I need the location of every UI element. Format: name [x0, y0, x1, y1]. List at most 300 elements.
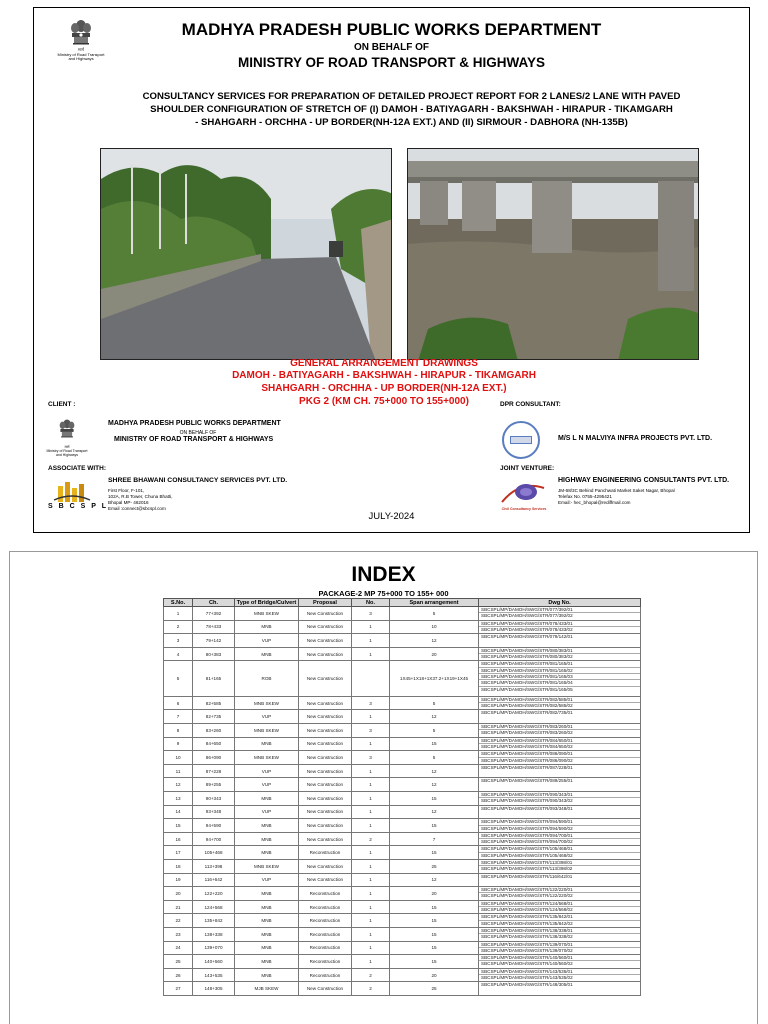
cell-chainage: 77+392 — [193, 607, 235, 621]
drawing-number: SBCSPL/MP/DAMOH/SWG/STR/090/343/02 — [481, 798, 573, 804]
cell-dwg-numbers — [479, 737, 641, 751]
cell-span: 12 — [390, 710, 479, 724]
cell-no: 1 — [352, 647, 390, 661]
cell-sno: 11 — [164, 764, 193, 778]
cell-dwg-numbers — [479, 900, 641, 914]
cell-span: 10 — [390, 620, 479, 634]
table-row — [164, 832, 641, 846]
drawing-number: SBCSPL/MP/DAMOH/SWG/STR/082/735/01 — [481, 710, 573, 716]
description-line-2: SHOULDER CONFIGURATION OF STRETCH OF (I) DAMOH - BATIYAGARH - BAKSHWAH - HIRAPUR - TIKAMGARH — [150, 104, 673, 115]
road-scene-image — [101, 149, 392, 360]
drawing-number: SBCSPL/MP/DAMOH/SWG/STR/087/228/01 — [481, 764, 573, 770]
cell-no: 1 — [352, 634, 390, 648]
table-row — [164, 819, 641, 833]
cell-type: VUP — [235, 805, 299, 819]
cell-span: 5 — [390, 607, 479, 621]
drawing-number: SBCSPL/MP/DAMOH/SWG/STR/139/070/01 — [479, 942, 640, 948]
cell-dwg-numbers — [479, 873, 641, 887]
cell-proposal: New Construction — [299, 778, 352, 792]
cell-type: VUP — [235, 873, 299, 887]
cell-dwg-numbers — [479, 710, 641, 724]
cell-sno: 13 — [164, 792, 193, 806]
col-header-no: No. — [352, 599, 390, 607]
cell-proposal: Reconstruction — [299, 846, 352, 860]
cell-sno: 4 — [164, 647, 193, 661]
cell-sno: 2 — [164, 620, 193, 634]
drawing-number: SBCSPL/MP/DAMOH/SWG/STR/094/700/02 — [481, 839, 573, 845]
hec-logo-caption: Civil Consultancy Services — [501, 507, 547, 511]
cell-sno: 21 — [164, 900, 193, 914]
cell-proposal: New Construction — [299, 764, 352, 778]
cell-no: 1 — [352, 819, 390, 833]
associate-address-line: 102A, R.B Tower, Chuna Bhatti, — [108, 494, 173, 499]
cell-dwg-numbers — [479, 982, 641, 996]
cell-type: VUP — [235, 764, 299, 778]
drawing-number: SBCSPL/MP/DAMOH/SWG/STR/082/585/02 — [481, 703, 573, 709]
cell-chainage: 87+228 — [193, 764, 235, 778]
cell-no: 3 — [352, 751, 390, 765]
cell-proposal: New Construction — [299, 860, 352, 874]
joint-venture-label: JOINT VENTURE: — [500, 465, 555, 472]
cell-type: MNB — [235, 955, 299, 969]
ga-package: PKG 2 (KM CH. 75+000 TO 155+000) — [299, 396, 469, 407]
cell-no: 1 — [352, 737, 390, 751]
table-row — [164, 914, 641, 928]
cell-type: MNB — [235, 887, 299, 901]
cell-proposal: New Construction — [299, 634, 352, 648]
cell-dwg-numbers — [479, 778, 641, 792]
road-photo — [100, 148, 392, 360]
cell-type: MNB — [235, 968, 299, 982]
col-header-span: Span arrangement — [390, 599, 479, 607]
cell-proposal: New Construction — [299, 620, 352, 634]
ga-stretch-1: DAMOH - BATIYAGARH - BAKSHWAH - HIRAPUR - TIKAMGARH — [232, 370, 536, 381]
ministry-title: MINISTRY OF ROAD TRANSPORT & HIGHWAYS — [237, 55, 546, 70]
cell-chainage: 89+255 — [193, 778, 235, 792]
cell-dwg-numbers — [479, 914, 641, 928]
cell-chainage: 82+585 — [193, 696, 235, 710]
drawing-number: SBCSPL/MP/DAMOH/SWG/STR/080/383/02 — [481, 654, 573, 660]
cell-dwg-numbers — [479, 751, 641, 765]
cell-span: 15 — [390, 792, 479, 806]
cell-no: 1 — [352, 805, 390, 819]
cell-span: 20 — [390, 887, 479, 901]
col-header-sno: S.No. — [164, 599, 193, 607]
cell-span: 12 — [390, 634, 479, 648]
cell-sno: 16 — [164, 832, 193, 846]
cell-no: 3 — [352, 724, 390, 738]
cell-no: 1 — [352, 778, 390, 792]
col-header-type: Type of Bridge/Culvert — [235, 599, 299, 607]
client-label: CLIENT : — [48, 401, 76, 408]
cell-sno: 6 — [164, 696, 193, 710]
cell-dwg-numbers — [479, 724, 641, 738]
table-row — [164, 846, 641, 860]
table-row — [164, 764, 641, 778]
drawing-number: SBCSPL/MP/DAMOH/SWG/STR/093/348/01 — [481, 805, 573, 811]
drawing-number: SBCSPL/MP/DAMOH/SWG/STR/116/642/01 — [481, 873, 573, 879]
cell-chainage: 81+165 — [193, 661, 235, 697]
cell-chainage: 86+090 — [193, 751, 235, 765]
table-row — [164, 661, 641, 697]
project-description — [94, 90, 729, 129]
drawing-number: SBCSPL/MP/DAMOH/SWG/STR/138/338/02 — [481, 934, 573, 940]
lion-capital-icon — [58, 418, 76, 440]
drawing-number: SBCSPL/MP/DAMOH/SWG/STR/081/165/02 — [479, 668, 640, 674]
drawing-number: SBCSPL/MP/DAMOH/SWG/STR/081/165/03 — [479, 674, 640, 680]
cell-span: 15 — [390, 955, 479, 969]
package-heading: PACKAGE-2 MP 75+000 TO 155+ 000 — [318, 589, 449, 598]
drawing-number: SBCSPL/MP/DAMOH/SWG/STR/083/260/02 — [481, 730, 573, 736]
index-sheet — [9, 551, 758, 1024]
table-row — [164, 860, 641, 874]
cell-span: 15 — [390, 737, 479, 751]
cell-sno: 17 — [164, 846, 193, 860]
dpr-label: DPR CONSULTANT: — [500, 401, 561, 408]
cell-chainage: 138+338 — [193, 927, 235, 941]
cell-dwg-numbers — [479, 941, 641, 955]
description-line-1: CONSULTANCY SERVICES FOR PREPARATION OF DETAILED PROJECT REPORT FOR 2 LANES/2 LANE WITH PAVED — [142, 91, 681, 102]
cell-dwg-numbers — [479, 696, 641, 710]
cell-chainage: 143+535 — [193, 968, 235, 982]
cell-type: MJB SKEW — [235, 982, 299, 996]
drawing-number: SBCSPL/MP/DAMOH/SWG/STR/083/260/01 — [479, 724, 640, 730]
cell-proposal: New Construction — [299, 710, 352, 724]
index-header-row — [164, 599, 641, 607]
cell-type: MNB SKEW — [235, 696, 299, 710]
cell-chainage: 93+348 — [193, 805, 235, 819]
cell-chainage: 139+070 — [193, 941, 235, 955]
cell-chainage: 148+305 — [193, 982, 235, 996]
drawing-number: SBCSPL/MP/DAMOH/SWG/STR/094/590/02 — [481, 825, 573, 831]
cell-dwg-numbers — [479, 792, 641, 806]
department-title: MADHYA PRADESH PUBLIC WORKS DEPARTMENT — [181, 20, 602, 39]
cell-proposal: New Construction — [299, 696, 352, 710]
drawing-number: SBCSPL/MP/DAMOH/SWG/STR/086/090/02 — [481, 757, 573, 763]
drawing-number: SBCSPL/MP/DAMOH/SWG/STR/080/383/01 — [479, 648, 640, 654]
associate-name: SHREE BHAWANI CONSULTANCY SERVICES PVT. LTD. — [108, 477, 288, 484]
cell-proposal: New Construction — [299, 982, 352, 996]
joint-venture-address — [558, 488, 675, 506]
cell-span: 25 — [390, 860, 479, 874]
cell-chainage: 84+650 — [193, 737, 235, 751]
cell-type: MNB — [235, 941, 299, 955]
cell-chainage: 90+343 — [193, 792, 235, 806]
emblem-caption-3: and Highways — [68, 56, 94, 61]
cell-no: 1 — [352, 914, 390, 928]
client-emblem — [46, 418, 88, 457]
col-header-dwg: Dwg No. — [479, 599, 641, 607]
cell-no: 1 — [352, 860, 390, 874]
cell-no: 3 — [352, 696, 390, 710]
drawing-number: SBCSPL/MP/DAMOH/SWG/STR/082/585/01 — [479, 697, 640, 703]
document-date: JULY-2024 — [368, 511, 415, 522]
cell-proposal: New Construction — [299, 792, 352, 806]
cell-chainage: 113+398 — [193, 860, 235, 874]
cell-chainage: 80+383 — [193, 647, 235, 661]
cell-chainage: 94+590 — [193, 819, 235, 833]
cell-sno: 15 — [164, 819, 193, 833]
index-table — [163, 598, 641, 996]
cell-span: 12 — [390, 764, 479, 778]
drawing-number: SBCSPL/MP/DAMOH/SWG/STR/105/468/01 — [479, 846, 640, 852]
drawing-number: SBCSPL/MP/DAMOH/SWG/STR/090/343/01 — [479, 792, 640, 798]
cell-chainage: 83+260 — [193, 724, 235, 738]
drawing-number: SBCSPL/MP/DAMOH/SWG/STR/113/398/02 — [481, 866, 573, 872]
cell-sno: 23 — [164, 927, 193, 941]
cell-chainage: 105+468 — [193, 846, 235, 860]
jv-telefax: Telefax No. 0755-4295421 — [558, 494, 612, 499]
cell-type: MNB — [235, 846, 299, 860]
emblem-caption-2: Ministry of Road Transport — [57, 51, 105, 57]
cell-sno: 19 — [164, 873, 193, 887]
cell-sno: 14 — [164, 805, 193, 819]
cell-dwg-numbers — [479, 832, 641, 846]
table-row — [164, 941, 641, 955]
cell-proposal: Reconstruction — [299, 968, 352, 982]
cell-no: 3 — [352, 607, 390, 621]
cell-no: 1 — [352, 764, 390, 778]
cell-no: 1 — [352, 846, 390, 860]
cell-no — [352, 661, 390, 697]
cell-type: ROB — [235, 661, 299, 697]
table-row — [164, 751, 641, 765]
cell-type: MNB — [235, 792, 299, 806]
cell-no: 1 — [352, 792, 390, 806]
cell-proposal: New Construction — [299, 873, 352, 887]
client-emblem-caption-1: मार्ग — [64, 445, 70, 449]
cell-type: MNB SKEW — [235, 860, 299, 874]
cell-dwg-numbers — [479, 968, 641, 982]
cell-type: MNB — [235, 914, 299, 928]
drawing-number: SBCSPL/MP/DAMOH/SWG/STR/081/165/05 — [481, 686, 573, 692]
cell-type: MNB SKEW — [235, 751, 299, 765]
cell-no: 1 — [352, 955, 390, 969]
cell-dwg-numbers — [479, 819, 641, 833]
table-row — [164, 927, 641, 941]
cell-sno: 24 — [164, 941, 193, 955]
lnm-logo-icon — [502, 421, 540, 459]
table-row — [164, 634, 641, 648]
cell-span: 12 — [390, 873, 479, 887]
cell-type: MNB SKEW — [235, 607, 299, 621]
cell-span: 20 — [390, 647, 479, 661]
cell-dwg-numbers — [479, 846, 641, 860]
cell-no: 1 — [352, 873, 390, 887]
cell-no: 1 — [352, 900, 390, 914]
drawing-number: SBCSPL/MP/DAMOH/SWG/STR/079/142/01 — [481, 634, 573, 640]
cell-proposal: Reconstruction — [299, 941, 352, 955]
table-row — [164, 647, 641, 661]
index-title: INDEX — [351, 563, 416, 586]
cell-sno: 9 — [164, 737, 193, 751]
cell-sno: 20 — [164, 887, 193, 901]
table-row — [164, 737, 641, 751]
cell-type: MNB SKEW — [235, 724, 299, 738]
cell-type: VUP — [235, 710, 299, 724]
drawing-number: SBCSPL/MP/DAMOH/SWG/STR/089/255/01 — [481, 778, 573, 784]
cell-no: 1 — [352, 941, 390, 955]
table-row — [164, 696, 641, 710]
table-row — [164, 873, 641, 887]
cell-chainage: 124+568 — [193, 900, 235, 914]
cell-chainage: 135+842 — [193, 914, 235, 928]
drawing-number: SBCSPL/MP/DAMOH/SWG/STR/078/433/01 — [479, 621, 640, 627]
drawing-number: SBCSPL/MP/DAMOH/SWG/STR/094/590/01 — [479, 819, 640, 825]
drawing-number: SBCSPL/MP/DAMOH/SWG/STR/143/535/01 — [479, 969, 640, 975]
drawing-number: SBCSPL/MP/DAMOH/SWG/STR/140/560/02 — [481, 961, 573, 967]
cell-span: 5 — [390, 724, 479, 738]
cell-chainage: 79+142 — [193, 634, 235, 648]
ga-stretch-2: SHAHGARH - ORCHHA - UP BORDER(NH-12A EXT.) — [261, 383, 507, 394]
cell-span: 15 — [390, 941, 479, 955]
client-ministry: MINISTRY OF ROAD TRANSPORT & HIGHWAYS — [114, 436, 274, 443]
cell-no: 1 — [352, 710, 390, 724]
table-row — [164, 724, 641, 738]
cell-no: 2 — [352, 968, 390, 982]
cell-proposal: New Construction — [299, 819, 352, 833]
cell-chainage: 116+642 — [193, 873, 235, 887]
cell-proposal: New Construction — [299, 751, 352, 765]
cell-sno: 22 — [164, 914, 193, 928]
cell-type: MNB — [235, 819, 299, 833]
table-row — [164, 900, 641, 914]
cell-proposal: New Construction — [299, 647, 352, 661]
cell-no: 2 — [352, 982, 390, 996]
cell-span: 15 — [390, 846, 479, 860]
cell-sno: 1 — [164, 607, 193, 621]
col-header-proposal: Proposal — [299, 599, 352, 607]
table-row — [164, 710, 641, 724]
client-emblem-caption-3: and Highways — [56, 453, 78, 457]
cell-no: 2 — [352, 832, 390, 846]
cell-proposal: Reconstruction — [299, 900, 352, 914]
cell-no: 1 — [352, 887, 390, 901]
cell-dwg-numbers — [479, 955, 641, 969]
bridge-scene-image — [408, 149, 699, 360]
drawing-number: SBCSPL/MP/DAMOH/SWG/STR/124/568/01 — [479, 901, 640, 907]
table-row — [164, 778, 641, 792]
cell-sno: 26 — [164, 968, 193, 982]
index-table-body — [164, 607, 641, 996]
cell-span: 15 — [390, 927, 479, 941]
associate-address — [108, 488, 173, 512]
table-row — [164, 620, 641, 634]
client-name: MADHYA PRADESH PUBLIC WORKS DEPARTMENT — [108, 420, 281, 427]
cell-span: 5 — [390, 696, 479, 710]
cell-span: 25 — [390, 982, 479, 996]
drawing-number: SBCSPL/MP/DAMOH/SWG/STR/139/070/02 — [481, 947, 573, 953]
cell-sno: 3 — [164, 634, 193, 648]
cell-dwg-numbers — [479, 927, 641, 941]
cell-type: MNB — [235, 927, 299, 941]
table-row — [164, 968, 641, 982]
cell-span: 15 — [390, 900, 479, 914]
cell-dwg-numbers — [479, 764, 641, 778]
jv-address-line: JM-68/3C Behind Panchwati Market Saket Nagar, Bhopal — [558, 488, 675, 493]
cell-span: 15 — [390, 819, 479, 833]
col-header-chainage: Ch. — [193, 599, 235, 607]
emblem-caption-1: मार्ग — [78, 47, 84, 52]
client-on-behalf: ON BEHALF OF — [179, 430, 217, 436]
cell-dwg-numbers — [479, 805, 641, 819]
table-row — [164, 805, 641, 819]
drawing-number: SBCSPL/MP/DAMOH/SWG/STR/122/220/02 — [481, 893, 573, 899]
cell-span: 1X45+1X18+1X37.2+1X19+1X45 — [390, 661, 479, 697]
drawing-number: SBCSPL/MP/DAMOH/SWG/STR/135/842/02 — [481, 920, 573, 926]
drawing-number: SBCSPL/MP/DAMOH/SWG/STR/135/842/01 — [479, 914, 640, 920]
table-row — [164, 955, 641, 969]
cell-dwg-numbers — [479, 860, 641, 874]
cell-sno: 8 — [164, 724, 193, 738]
drawing-number: SBCSPL/MP/DAMOH/SWG/STR/081/165/04 — [479, 680, 640, 686]
cell-chainage: 122+220 — [193, 887, 235, 901]
cell-dwg-numbers — [479, 887, 641, 901]
cell-type: MNB — [235, 832, 299, 846]
drawing-number: SBCSPL/MP/DAMOH/SWG/STR/124/568/02 — [481, 907, 573, 913]
drawing-number: SBCSPL/MP/DAMOH/SWG/STR/148/305/01 — [481, 982, 573, 988]
cell-proposal: New Construction — [299, 661, 352, 697]
cell-proposal: New Construction — [299, 607, 352, 621]
cell-type: VUP — [235, 778, 299, 792]
cell-dwg-numbers — [479, 661, 641, 697]
cell-type: MNB — [235, 647, 299, 661]
drawing-number: SBCSPL/MP/DAMOH/SWG/STR/081/165/01 — [479, 661, 640, 667]
drawing-number: SBCSPL/MP/DAMOH/SWG/STR/077/392/01 — [479, 607, 640, 613]
ga-title: GENERAL ARRANGEMENT DRAWINGS — [290, 358, 478, 369]
drawing-number: SBCSPL/MP/DAMOH/SWG/STR/084/650/01 — [479, 738, 640, 744]
drawing-number: SBCSPL/MP/DAMOH/SWG/STR/078/433/02 — [481, 626, 573, 632]
cell-sno: 25 — [164, 955, 193, 969]
bridge-photo — [407, 148, 699, 360]
cell-span: 12 — [390, 778, 479, 792]
drawing-number: SBCSPL/MP/DAMOH/SWG/STR/143/535/02 — [481, 975, 573, 981]
cell-sno: 5 — [164, 661, 193, 697]
cell-dwg-numbers — [479, 647, 641, 661]
drawing-number: SBCSPL/MP/DAMOH/SWG/STR/077/392/02 — [481, 613, 573, 619]
cell-type: MNB — [235, 737, 299, 751]
cell-proposal: New Construction — [299, 737, 352, 751]
cell-dwg-numbers — [479, 607, 641, 621]
associate-label: ASSOCIATE WITH: — [48, 465, 107, 472]
cell-proposal: Reconstruction — [299, 887, 352, 901]
hec-logo-icon — [500, 478, 546, 506]
drawing-number: SBCSPL/MP/DAMOH/SWG/STR/113/398/01 — [479, 860, 640, 866]
table-row — [164, 607, 641, 621]
cell-span: 12 — [390, 805, 479, 819]
cell-span: 15 — [390, 914, 479, 928]
sbcspl-wordmark: S B C S P L — [48, 503, 108, 510]
cell-span: 20 — [390, 968, 479, 982]
table-row — [164, 982, 641, 996]
on-behalf-of: ON BEHALF OF — [354, 42, 429, 53]
cell-proposal: New Construction — [299, 724, 352, 738]
cell-dwg-numbers — [479, 634, 641, 648]
client-emblem-caption-2: Ministry of Road Transport — [46, 449, 88, 453]
cell-chainage: 140+560 — [193, 955, 235, 969]
cell-sno: 12 — [164, 778, 193, 792]
cell-proposal: Reconstruction — [299, 955, 352, 969]
cell-type: VUP — [235, 634, 299, 648]
associate-address-line: Bhopal MP- 462016 — [108, 500, 149, 505]
cell-proposal: Reconstruction — [299, 914, 352, 928]
drawing-number: SBCSPL/MP/DAMOH/SWG/STR/094/700/01 — [479, 833, 640, 839]
cell-sno: 27 — [164, 982, 193, 996]
cell-chainage: 94+700 — [193, 832, 235, 846]
cell-type: MNB — [235, 620, 299, 634]
associate-address-line: First Floor, F-101, — [108, 488, 145, 493]
cell-no: 1 — [352, 927, 390, 941]
